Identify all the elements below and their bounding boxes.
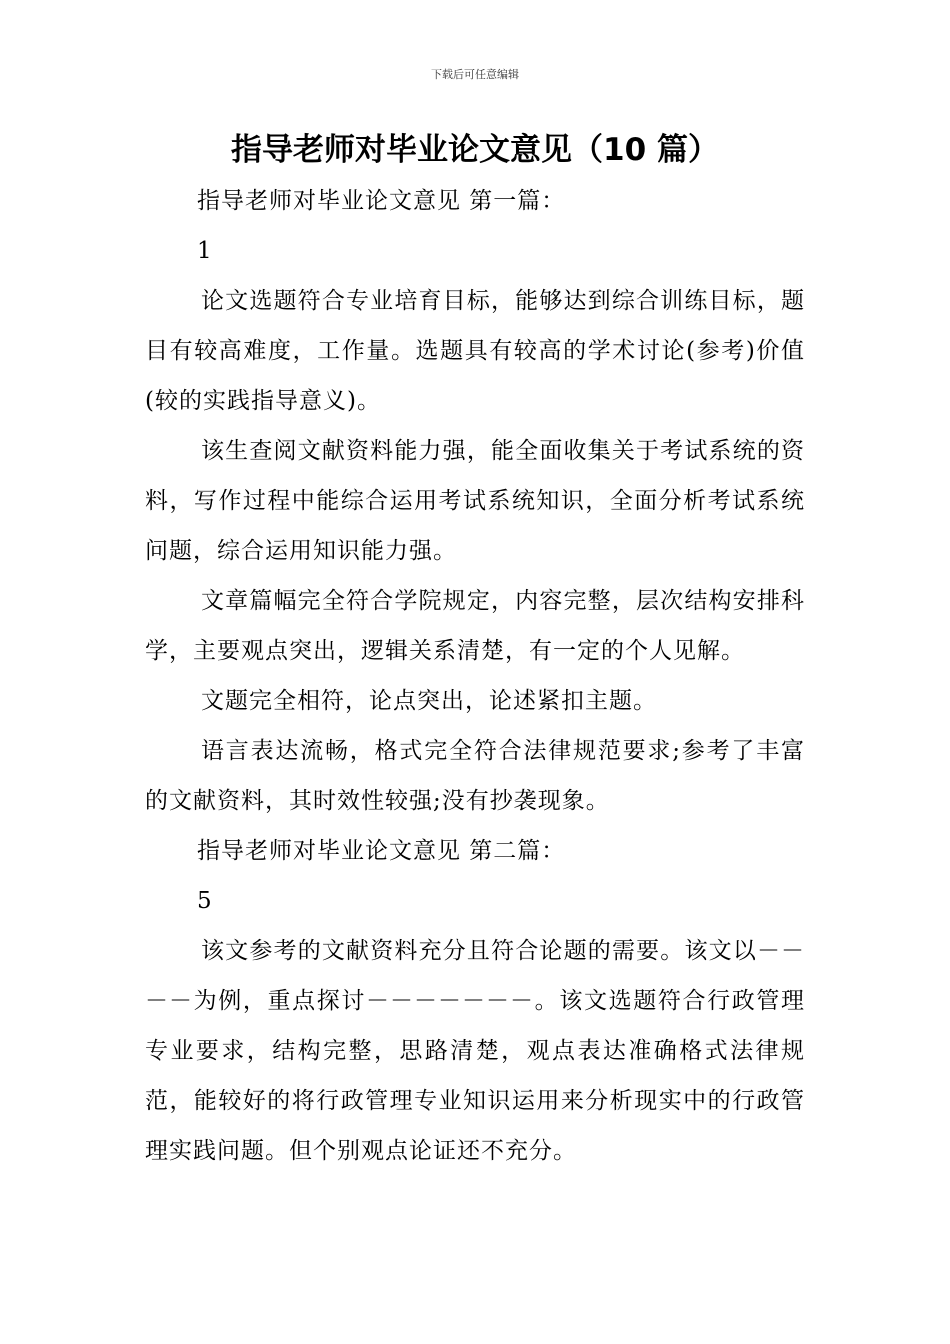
- header-note: 下载后可任意编辑: [431, 68, 519, 81]
- paragraph: 该文参考的文献资料充分且符合论题的需要。该文以－－－－为例，重点探讨－－－－－－－。该文选题符合行政管理专业要求，结构完整，思路清楚，观点表达准确格式法律规范，能较好的将行政管理专业知识运用来分析现实中的行政管理实践问题。但个别观点论证还不充分。: [145, 938, 805, 1164]
- document-title: 指导老师对毕业论文意见（10 篇）: [231, 132, 719, 168]
- paragraph: 文章篇幅完全符合学院规定，内容完整，层次结构安排科学，主要观点突出，逻辑关系清楚，有一定的个人见解。: [145, 588, 805, 664]
- document-body: [145, 176, 805, 1176]
- paragraph: 文题完全相符，论点突出，论述紧扣主题。: [201, 688, 657, 714]
- section-heading: 指导老师对毕业论文意见 第二篇：: [197, 838, 566, 864]
- section-heading: 指导老师对毕业论文意见 第一篇：: [197, 188, 566, 214]
- section-number: 5: [197, 888, 213, 914]
- paragraph: 论文选题符合专业培育目标，能够达到综合训练目标，题目有较高难度，工作量。选题具有较高的学术讨论(参考)价值(较的实践指导意义)。: [145, 288, 805, 414]
- paragraph: 语言表达流畅，格式完全符合法律规范要求;参考了丰富的文献资料，其时效性较强;没有抄袭现象。: [145, 738, 805, 814]
- section-number: 1: [197, 238, 213, 264]
- paragraph: 该生查阅文献资料能力强，能全面收集关于考试系统的资料，写作过程中能综合运用考试系统知识，全面分析考试系统问题，综合运用知识能力强。: [145, 438, 805, 564]
